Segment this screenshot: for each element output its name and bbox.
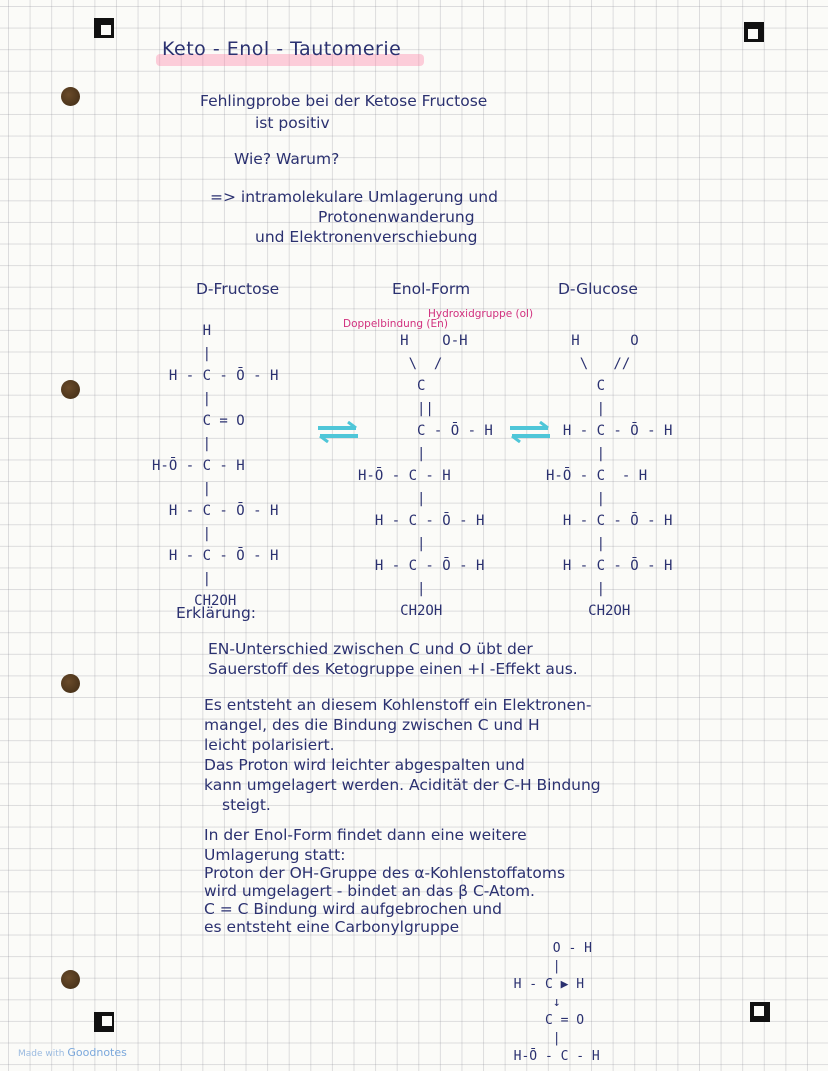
- punch-hole: [61, 87, 80, 106]
- structure-line: H - C - Ō - H: [152, 368, 279, 384]
- explanation-heading: Erklärung:: [176, 604, 257, 622]
- fructose-structure: [152, 320, 278, 613]
- made-with-label: Made with: [18, 1049, 65, 1059]
- punch-hole: [61, 674, 80, 693]
- structure-line: H - C ▶ H: [498, 977, 585, 992]
- enol-label: Enol-Form: [392, 280, 471, 298]
- hydroxid-annotation: Hydroxidgruppe (ol): [428, 308, 534, 320]
- structure-line: |: [358, 535, 426, 552]
- structure-line: C: [546, 378, 606, 394]
- structure-line: C = O: [152, 413, 245, 429]
- corner-marker-top-right: [744, 22, 764, 42]
- structure-line: H - C - Ō - H: [546, 423, 673, 439]
- structure-line: H: [152, 323, 212, 339]
- corner-marker-bottom-left: [94, 1012, 114, 1032]
- glucose-label: D-Glucose: [558, 280, 638, 298]
- explanation-line: Das Proton wird leichter abgespalten und: [204, 756, 525, 774]
- structure-line: CH2OH: [546, 603, 631, 619]
- carbonyl-mini-structure: [498, 940, 600, 1066]
- structure-line: CH2OH: [152, 593, 237, 609]
- glucose-structure: [546, 330, 672, 623]
- structure-line: H O-H: [358, 333, 468, 349]
- explanation-line: mangel, des die Bindung zwischen C und H: [204, 716, 540, 734]
- explanation-line: es entsteht eine Carbonylgruppe: [204, 918, 460, 936]
- corner-marker-top-left: [94, 18, 114, 38]
- structure-line: CH2OH: [358, 603, 443, 619]
- structure-line: |: [546, 445, 606, 462]
- structure-line: |: [152, 345, 212, 362]
- structure-line: |: [152, 525, 212, 542]
- structure-line: H-Ō - C - H: [358, 468, 451, 484]
- structure-line: |: [152, 435, 212, 452]
- structure-line: |: [546, 490, 606, 507]
- structure-line: C = O: [498, 1013, 585, 1028]
- page-title: Keto - Enol - Tautomerie: [162, 38, 402, 60]
- structure-line: H - C - Ō - H: [152, 503, 279, 519]
- enol-structure: [358, 330, 493, 623]
- intro-line-1: Fehlingprobe bei der Ketose Fructose: [200, 92, 488, 110]
- explanation-line: Es entsteht an diesem Kohlenstoff ein Elektronen-: [204, 696, 592, 714]
- structure-line: |: [152, 480, 212, 497]
- structure-line: |: [546, 400, 606, 417]
- structure-line: H - C - Ō - H: [152, 548, 279, 564]
- structure-line: |: [152, 570, 212, 587]
- structure-line: |: [498, 959, 561, 974]
- explanation-line: wird umgelagert - bindet an das β C-Atom.: [204, 882, 535, 900]
- explanation-line: EN-Unterschied zwischen C und O übt der: [208, 640, 533, 658]
- equilibrium-arrow-icon: [316, 421, 360, 443]
- structure-line: |: [546, 580, 606, 597]
- intro-line-2: ist positiv: [255, 114, 330, 132]
- equilibrium-arrow-icon: [508, 421, 552, 443]
- explanation-line: Umlagerung statt:: [204, 846, 346, 864]
- intro-answer-2: Protonenwanderung: [318, 208, 475, 226]
- doppelbindung-annotation: Doppelbindung (En): [343, 318, 448, 330]
- structure-line: |: [546, 535, 606, 552]
- structure-line: H-Ō - C - H: [498, 1049, 600, 1064]
- structure-line: |: [358, 445, 426, 462]
- structure-line: |: [358, 580, 426, 597]
- explanation-line: Proton der OH-Gruppe des α-Kohlenstoffatoms: [204, 864, 566, 882]
- explanation-line: kann umgelagert werden. Acidität der C-H Bindung: [204, 776, 601, 794]
- explanation-line: steigt.: [222, 796, 271, 814]
- structure-line: H-Ō - C - H: [152, 458, 245, 474]
- structure-line: |: [152, 390, 212, 407]
- punch-hole: [61, 380, 80, 399]
- explanation-line: Sauerstoff des Ketogruppe einen +I -Effekt aus.: [208, 660, 578, 678]
- structure-line: |: [358, 490, 426, 507]
- structure-line: H - C - Ō - H: [358, 558, 485, 574]
- structure-line: C: [358, 378, 426, 394]
- structure-line: H-Ō - C - H: [546, 468, 648, 484]
- punch-hole: [61, 970, 80, 989]
- goodnotes-watermark: [18, 1046, 127, 1059]
- structure-line: \ //: [546, 355, 631, 372]
- structure-line: ↓: [498, 995, 561, 1010]
- explanation-line: C = C Bindung wird aufgebrochen und: [204, 900, 502, 918]
- intro-question: Wie? Warum?: [234, 150, 340, 168]
- structure-line: H - C - Ō - H: [358, 513, 485, 529]
- structure-line: |: [498, 1031, 561, 1046]
- structure-line: H O: [546, 333, 639, 349]
- goodnotes-brand: Goodnotes: [67, 1046, 127, 1059]
- explanation-line: In der Enol-Form findet dann eine weitere: [204, 826, 527, 844]
- structure-line: H - C - Ō - H: [546, 513, 673, 529]
- structure-line: H - C - Ō - H: [546, 558, 673, 574]
- explanation-line: leicht polarisiert.: [204, 736, 335, 754]
- fructose-label: D-Fructose: [196, 280, 280, 298]
- intro-answer-3: und Elektronenverschiebung: [255, 228, 478, 246]
- corner-marker-bottom-right: [750, 1002, 770, 1022]
- structure-line: \ /: [358, 355, 443, 372]
- intro-answer-1: => intramolekulare Umlagerung und: [210, 188, 498, 206]
- structure-line: C - Ō - H: [358, 423, 493, 439]
- structure-line: O - H: [498, 941, 592, 956]
- structure-line: ||: [358, 400, 434, 417]
